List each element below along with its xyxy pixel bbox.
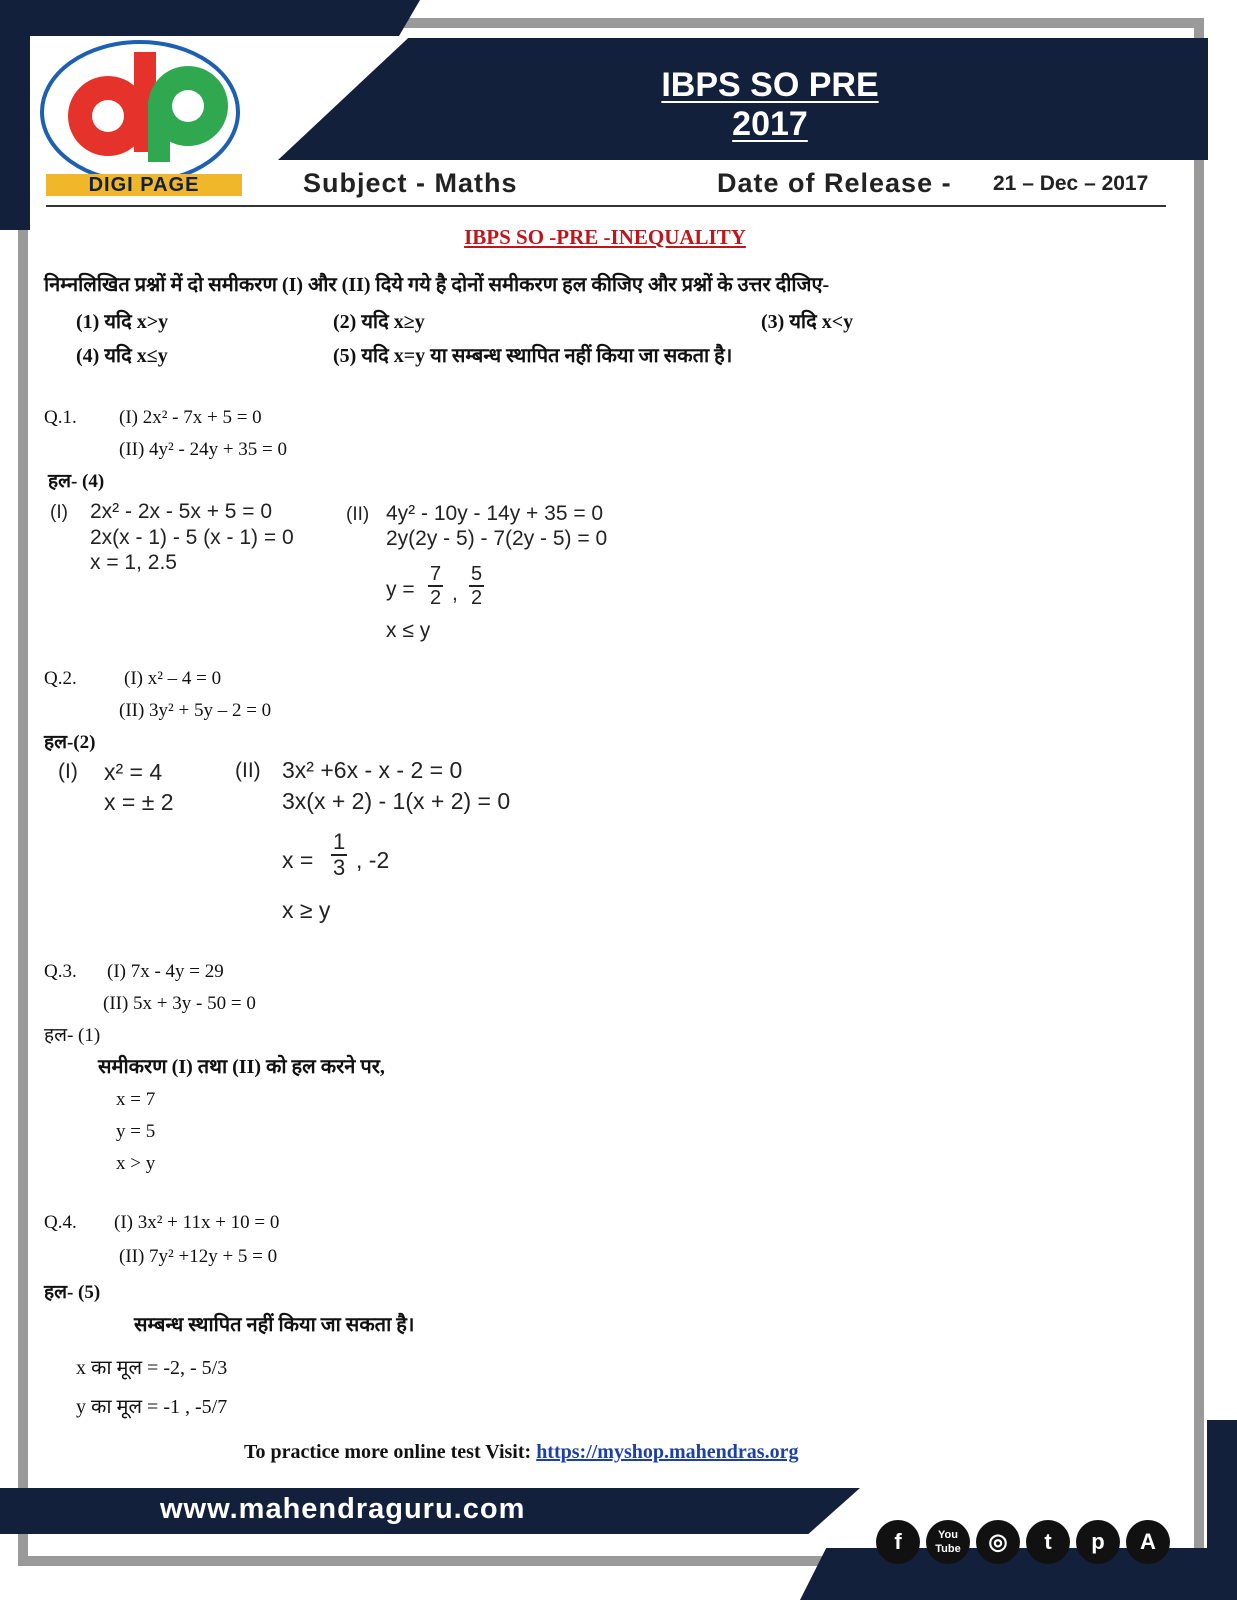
q2-fraction: [331, 830, 347, 880]
twitter-icon[interactable]: t: [1026, 1520, 1070, 1564]
subject-label: Subject - Maths: [303, 168, 518, 198]
q1-sol-left-label: (I): [50, 502, 68, 523]
q2-sol-left-label: (I): [58, 760, 78, 783]
option-1: (1) यदि x>y: [76, 311, 169, 333]
q1-sol-left-line3: x = 1, 2.5: [90, 551, 177, 574]
practice-link[interactable]: https://myshop.mahendras.org: [536, 1441, 799, 1463]
practice-line: [244, 1441, 798, 1464]
q1-number: Q.1.: [44, 407, 77, 428]
q3-line-3: x > y: [116, 1153, 156, 1174]
option-2: (2) यदि x≥y: [333, 311, 425, 333]
q3-line-2: y = 5: [116, 1121, 156, 1142]
q1-frac1-num: 7: [430, 563, 442, 585]
q2-sol-right-line1: 3x² +6x - x - 2 = 0: [282, 757, 463, 783]
footer-website[interactable]: www.mahendraguru.com: [160, 1493, 526, 1525]
q2-relation: x ≥ y: [282, 897, 331, 923]
q2-frac-num: 1: [331, 830, 347, 856]
q1-answer: हल- (4): [48, 471, 105, 492]
q2-sol-right-line2: 3x(x + 2) - 1(x + 2) = 0: [282, 788, 511, 814]
q1-sol-left-line2: 2x(x - 1) - 5 (x - 1) = 0: [90, 526, 294, 549]
q3-answer: हल- (1): [44, 1025, 101, 1046]
q1-frac-comma: ,: [452, 582, 458, 605]
q1-frac2-den: 2: [471, 587, 483, 609]
q2-eq1: (I) x² – 4 = 0: [124, 668, 222, 689]
instructions-text: निम्नलिखित प्रश्नों में दो समीकरण (I) और (II) दिये गये है दोनों समीकरण हल कीजिए और प्रश्नों के उत्तर दीजिए-: [44, 274, 830, 296]
q2-number: Q.2.: [44, 668, 77, 689]
q3-eq2: (II) 5x + 3y - 50 = 0: [103, 993, 256, 1014]
frame-right-navy: [1207, 1420, 1237, 1600]
q1-sol-right-yeq: y =: [386, 578, 415, 601]
q1-relation: x ≤ y: [386, 619, 431, 642]
facebook-icon[interactable]: f: [876, 1520, 920, 1564]
q1-sol-right-label: (II): [346, 504, 370, 525]
q4-eq1: (I) 3x² + 11x + 10 = 0: [114, 1212, 280, 1233]
instagram-icon[interactable]: ◎: [976, 1520, 1020, 1564]
q2-frac-den: 3: [333, 855, 346, 881]
q2-sol-right-label: (II): [235, 759, 261, 782]
q1-fraction-2: [469, 563, 484, 609]
q3-eq1: (I) 7x - 4y = 29: [107, 961, 224, 982]
q4-line-1: x का मूल = -2, - 5/3: [76, 1357, 228, 1379]
q1-fraction-1: [428, 563, 443, 609]
logo-label: DIGI PAGE: [46, 174, 242, 196]
youtube-icon[interactable]: You Tube: [926, 1520, 970, 1564]
q1-sol-right-line1: 4y² - 10y - 14y + 35 = 0: [386, 502, 604, 525]
q2-sol-right-tail: , -2: [356, 847, 390, 873]
q1-sol-right-line2: 2y(2y - 5) - 7(2y - 5) = 0: [386, 527, 608, 550]
q4-note: सम्बन्ध स्थापित नहीं किया जा सकता है।: [134, 1314, 415, 1336]
q2-answer: हल-(2): [44, 732, 96, 753]
q4-line-2: y का मूल = -1 , -5/7: [76, 1396, 228, 1418]
q1-sol-left-line1: 2x² - 2x - 5x + 5 = 0: [90, 500, 273, 523]
practice-text: To practice more online test Visit:: [244, 1441, 537, 1463]
q1-frac2-num: 5: [471, 563, 483, 585]
frame-top-left-navy: [0, 0, 420, 36]
topic-title: IBPS SO -PRE -INEQUALITY: [464, 225, 746, 249]
q4-answer: हल- (5): [44, 1282, 101, 1303]
q2-eq2: (II) 3y² + 5y – 2 = 0: [119, 700, 272, 721]
option-5: (5) यदि x=y या सम्बन्ध स्थापित नहीं किया जा सकता है।: [333, 345, 733, 367]
header-rule: [46, 205, 1166, 207]
q2-sol-right-xeq: x =: [282, 847, 314, 873]
q1-frac1-den: 2: [430, 587, 442, 609]
q4-number: Q.4.: [44, 1212, 77, 1233]
q2-sol-left-line2: x = ± 2: [104, 789, 174, 815]
q2-sol-left-line1: x² = 4: [104, 759, 163, 785]
option-3: (3) यदि x<y: [761, 311, 854, 333]
q3-line-1: x = 7: [116, 1089, 156, 1110]
frame-left-navy: [0, 0, 30, 230]
exam-title: IBPS SO PRE 2017: [661, 66, 879, 143]
option-4: (4) यदि x≤y: [76, 345, 168, 367]
q3-number: Q.3.: [44, 961, 77, 982]
pinterest-icon[interactable]: p: [1076, 1520, 1120, 1564]
android-icon[interactable]: A: [1126, 1520, 1170, 1564]
date-label: Date of Release -: [717, 168, 952, 198]
q1-eq1: (I) 2x² - 7x + 5 = 0: [119, 407, 262, 428]
q1-eq2: (II) 4y² - 24y + 35 = 0: [119, 439, 288, 460]
frame-bottom-right-navy: [800, 1548, 1237, 1600]
date-value: 21 – Dec – 2017: [993, 172, 1149, 195]
q3-note: समीकरण (I) तथा (II) को हल करने पर,: [98, 1056, 385, 1078]
q4-eq2: (II) 7y² +12y + 5 = 0: [119, 1246, 278, 1267]
